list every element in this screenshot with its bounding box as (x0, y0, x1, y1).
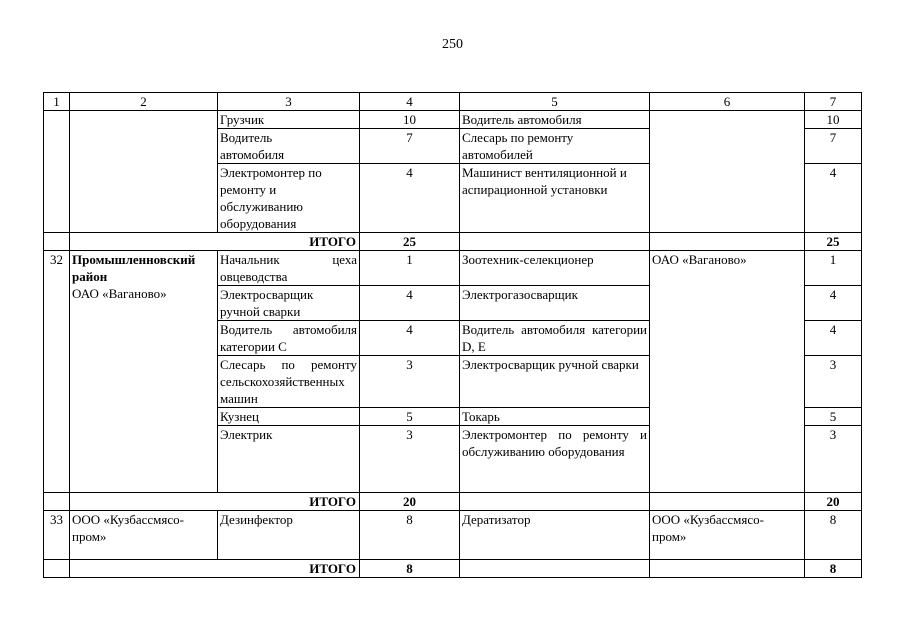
count-cell: 7 (360, 129, 460, 164)
header-cell: 6 (650, 93, 805, 111)
profession-cell: Дезинфектор (218, 511, 360, 560)
profession-cell (460, 129, 650, 164)
empty-cell (650, 493, 805, 511)
header-cell: 7 (805, 93, 862, 111)
table-row (44, 111, 862, 129)
total-count-cell: 25 (805, 233, 862, 251)
total-count-cell: 25 (360, 233, 460, 251)
profession-text: Слесарь по ремонту автомобилей (462, 130, 574, 162)
total-label-text: ИТОГО (309, 494, 356, 509)
total-count-cell: 8 (805, 560, 862, 578)
profession-cell: Электросварщик ручной сварки (460, 356, 650, 408)
profession-cell: Кузнец (218, 408, 360, 426)
total-count-cell: 20 (360, 493, 460, 511)
row-number-cell (44, 493, 70, 511)
count-cell: 3 (805, 356, 862, 408)
count-cell: 4 (360, 286, 460, 321)
count-cell: 8 (805, 511, 862, 560)
page-number: 250 (442, 37, 463, 52)
profession-cell: Начальник цеха овцеводства (218, 251, 360, 286)
count-cell: 4 (805, 164, 862, 233)
row-number-cell: 33 (44, 511, 70, 560)
total-row (44, 560, 862, 578)
vacancy-table (43, 92, 862, 578)
total-row (44, 493, 862, 511)
empty-cell (460, 233, 650, 251)
profession-text: Электросварщик ручной сварки (220, 287, 314, 319)
profession-cell: Слесарь по ремонту сельскохозяйственных машин (218, 356, 360, 408)
count-cell: 10 (805, 111, 862, 129)
profession-cell: Электромонтер по ремонту и обслуживанию оборудования (460, 426, 650, 493)
header-cell: 5 (460, 93, 650, 111)
profession-cell: Токарь (460, 408, 650, 426)
total-count-cell: 20 (805, 493, 862, 511)
profession-cell: Электрогазосварщик (460, 286, 650, 321)
employer-cell: ОАО «Ваганово» (650, 251, 805, 493)
empty-cell (460, 493, 650, 511)
profession-cell: Зоотехник-селекционер (460, 251, 650, 286)
profession-text: Водитель автомобиля (220, 130, 285, 162)
table-header-row (44, 93, 862, 111)
empty-cell (460, 560, 650, 578)
count-cell: 4 (805, 321, 862, 356)
total-count-cell: 8 (360, 560, 460, 578)
count-cell: 4 (805, 286, 862, 321)
header-cell: 3 (218, 93, 360, 111)
header-cell: 1 (44, 93, 70, 111)
count-cell: 5 (805, 408, 862, 426)
employer-cell (650, 111, 805, 233)
organization-name: ОАО «Ваганово» (72, 286, 167, 301)
count-cell: 10 (360, 111, 460, 129)
organization-cell (70, 111, 218, 233)
row-number-cell: 32 (44, 251, 70, 493)
profession-cell: Водитель автомобиля (460, 111, 650, 129)
empty-cell (650, 560, 805, 578)
header-cell: 2 (70, 93, 218, 111)
header-cell: 4 (360, 93, 460, 111)
profession-cell: Водитель автомобиля категории D, E (460, 321, 650, 356)
count-cell: 3 (360, 356, 460, 408)
profession-cell: Электрик (218, 426, 360, 493)
profession-cell (460, 164, 650, 233)
row-number-cell (44, 560, 70, 578)
district-name: Промышленновский район (72, 252, 196, 284)
count-cell: 3 (805, 426, 862, 493)
profession-text: Машинист вентиляционной и аспирационной установки (462, 165, 627, 197)
total-label (70, 233, 360, 251)
total-label (70, 493, 360, 511)
table-row (44, 511, 862, 560)
count-cell: 5 (360, 408, 460, 426)
count-cell: 7 (805, 129, 862, 164)
profession-cell (218, 164, 360, 233)
count-cell: 1 (805, 251, 862, 286)
count-cell: 4 (360, 164, 460, 233)
profession-cell: Дератизатор (460, 511, 650, 560)
profession-cell: Грузчик (218, 111, 360, 129)
total-row (44, 233, 862, 251)
organization-cell (70, 511, 218, 560)
organization-cell (70, 251, 218, 493)
empty-cell (650, 233, 805, 251)
count-cell: 8 (360, 511, 460, 560)
profession-cell: Водитель автомобиля категории С (218, 321, 360, 356)
total-label-text: ИТОГО (309, 234, 356, 249)
count-cell: 3 (360, 426, 460, 493)
employer-cell (650, 511, 805, 560)
total-label-text: ИТОГО (309, 561, 356, 576)
count-cell: 1 (360, 251, 460, 286)
profession-cell (218, 129, 360, 164)
employer-name: ООО «Кузбассмясо-пром» (652, 512, 764, 544)
profession-text: Электромонтер по ремонту и обслуживанию оборудования (220, 165, 322, 231)
row-number-cell (44, 233, 70, 251)
count-cell: 4 (360, 321, 460, 356)
total-label (70, 560, 360, 578)
organization-name: ООО «Кузбассмясо-пром» (72, 512, 184, 544)
row-number-cell (44, 111, 70, 233)
profession-cell (218, 286, 360, 321)
table-row (44, 251, 862, 286)
